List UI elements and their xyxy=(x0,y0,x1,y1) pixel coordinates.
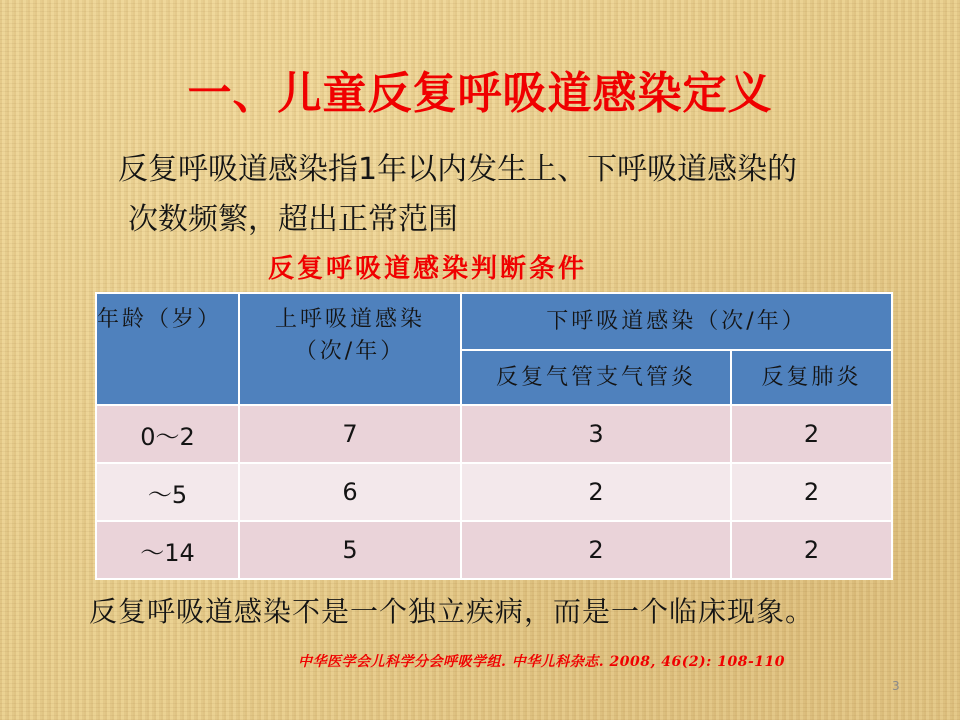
header-pneumonia-label: 反复肺炎 xyxy=(761,364,862,390)
cell-bronchitis: 2 xyxy=(461,463,731,521)
cell-bronchitis: 2 xyxy=(461,521,731,579)
criteria-table xyxy=(95,292,893,580)
header-age-label: 年龄（岁） xyxy=(97,307,223,332)
cell-upper: 7 xyxy=(239,405,461,463)
cell-pneumonia: 2 xyxy=(731,405,892,463)
summary-note: 反复呼吸道感染不是一个独立疾病，而是一个临床现象。 xyxy=(89,595,815,628)
citation: 中华医学会儿科学分会呼吸学组. 中华儿科杂志. 2008, 46(2): 108-110 xyxy=(298,654,785,670)
cell-age: ～5 xyxy=(96,463,239,521)
header-pneumonia xyxy=(731,350,892,405)
table-row xyxy=(96,463,892,521)
header-age xyxy=(96,293,239,405)
page-number: 3 xyxy=(892,679,900,693)
header-lower xyxy=(461,293,892,350)
table-row xyxy=(96,405,892,463)
header-upper xyxy=(239,293,461,405)
table-row xyxy=(96,521,892,579)
table-title: 反复呼吸道感染判断条件 xyxy=(268,254,588,284)
header-bronchitis-label: 反复气管支气管炎 xyxy=(495,364,696,390)
header-bronchitis xyxy=(461,350,731,405)
definition-line-1: 反复呼吸道感染指1年以内发生上、下呼吸道感染的 xyxy=(118,152,798,187)
cell-bronchitis: 3 xyxy=(461,405,731,463)
cell-upper: 5 xyxy=(239,521,461,579)
header-upper-label: 上呼吸道感染 （次/年） xyxy=(274,307,425,364)
cell-age: ～14 xyxy=(96,521,239,579)
slide-title: 一、儿童反复呼吸道感染定义 xyxy=(187,68,773,119)
header-lower-label: 下呼吸道感染（次/年） xyxy=(546,308,807,334)
cell-pneumonia: 2 xyxy=(731,521,892,579)
definition-line-2: 次数频繁，超出正常范围 xyxy=(128,202,458,237)
cell-pneumonia: 2 xyxy=(731,463,892,521)
cell-upper: 6 xyxy=(239,463,461,521)
cell-age: 0～2 xyxy=(96,405,239,463)
